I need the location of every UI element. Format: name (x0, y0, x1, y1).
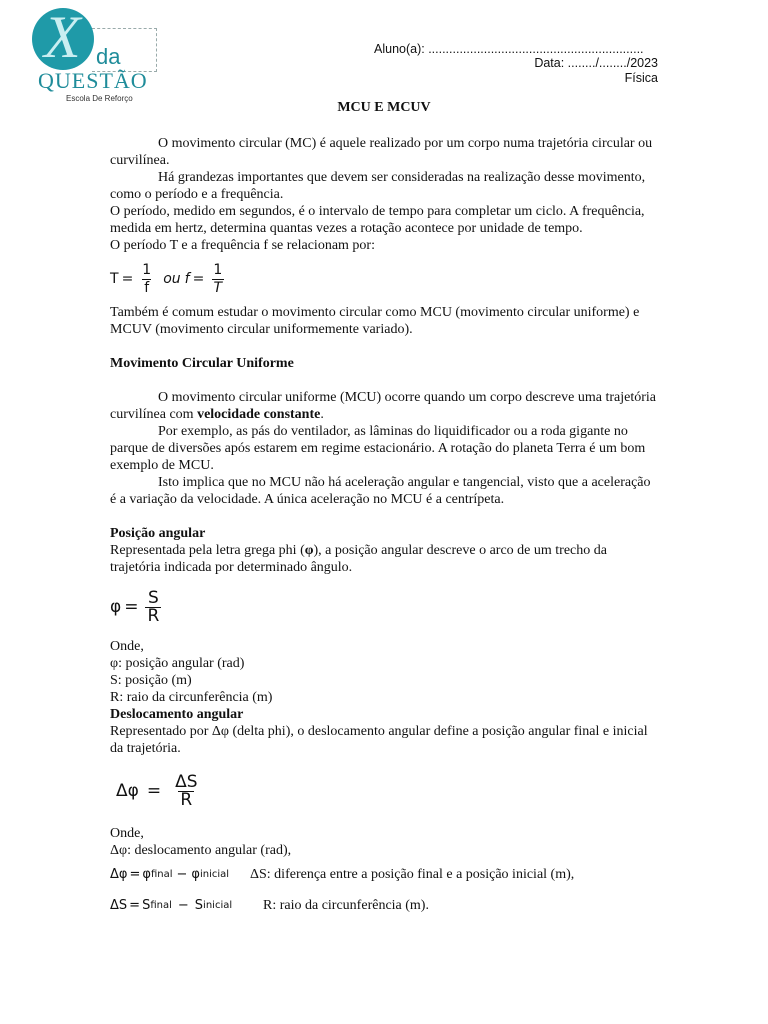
subject-label: Física (624, 71, 658, 85)
mcu-paragraph-1: O movimento circular uniforme (MCU) ocorre quando um corpo descreve uma trajetória curvilínea com velocidade constante. (110, 390, 656, 422)
formula-equals-2: = (192, 270, 205, 287)
posicao-formula (110, 576, 660, 638)
mcu-paragraph-3: Isto implica que no MCU não há aceleração angular e tangencial, visto que a aceleração é a variação da velocidade. A única aceleração no MCU é a centrípeta. (110, 475, 651, 507)
logo-letter: X (44, 4, 81, 70)
school-logo (30, 6, 150, 106)
formula-fraction-3 (145, 587, 161, 626)
logo-subtitle: Escola De Reforço (66, 94, 133, 103)
intro-paragraph-4: O período T e a frequência f se relacionam por: (110, 238, 375, 253)
delta-s-equation: ΔS = S final − S inicial (110, 897, 233, 913)
posicao-def-2: S: posição (m) (110, 673, 192, 688)
deslocamento-onde: Onde, (110, 826, 144, 841)
formula-equals: = (121, 270, 134, 287)
formula-denominator: f (144, 279, 150, 296)
formula-ou: ou (163, 270, 181, 287)
document-body (110, 135, 660, 921)
formula-T: T (110, 270, 119, 287)
posicao-def-1: φ: posição angular (rad) (110, 656, 245, 671)
deslocamento-def-2: ΔS: diferença entre a posição final e a posição inicial (m), (250, 866, 575, 882)
formula-dphi: Δφ (116, 780, 139, 801)
mcu-paragraph-2: Por exemplo, as pás do ventilador, as lâminas do liquidificador ou a roda gigante no parque de diversões após estarem em regime estacionário. A rotação do planeta Terra é um bom exemplo de MCU. (110, 424, 646, 473)
intro-paragraph-3: O período, medido em segundos, é o intervalo de tempo para completar um ciclo. A frequência, medida em hertz, determina quantas vezes a rotação acontece por unidade de tempo. (110, 204, 645, 236)
deslocamento-row-2 (110, 889, 660, 921)
formula-numerator-2: 1 (213, 261, 223, 278)
posicao-onde: Onde, (110, 639, 144, 654)
deslocamento-paragraph: Representado por Δφ (delta phi), o deslocamento angular define a posição angular final e inicial da trajetória. (110, 724, 648, 756)
student-field: Aluno(a): .............................................................. (374, 42, 644, 56)
formula-S: S (147, 587, 159, 608)
deslocamento-heading: Deslocamento angular (110, 707, 244, 722)
formula-denominator-2: T (213, 279, 223, 296)
document-title: MCU E MCUV (337, 100, 431, 115)
formula-fraction-1 (140, 262, 153, 297)
formula-f: f (184, 270, 190, 287)
formula-equals-4: = (146, 780, 162, 801)
posicao-def-3: R: raio da circunferência (m) (110, 690, 273, 705)
deslocamento-def-1: Δφ: deslocamento angular (rad), (110, 843, 292, 858)
deslocamento-formula (110, 757, 660, 825)
intro-paragraph-2: Há grandezas importantes que devem ser consideradas na realização desse movimento, como o período e a frequência. (110, 170, 646, 202)
deslocamento-row-1 (110, 859, 660, 889)
date-field: Data: ......../......../2023 (534, 56, 658, 70)
period-frequency-formula (110, 254, 660, 304)
logo-da: da (96, 44, 121, 69)
phi-symbol: φ (304, 543, 314, 558)
posicao-heading: Posição angular (110, 526, 206, 541)
delta-phi-equation: Δφ = φ final − φ inicial (110, 866, 230, 882)
velocidade-constante: velocidade constante (197, 407, 321, 422)
mcu-heading: Movimento Circular Uniforme (110, 356, 294, 371)
formula-numerator: 1 (142, 261, 152, 278)
formula-dS: ΔS (175, 771, 198, 792)
formula-fraction-4 (173, 771, 199, 810)
formula-R-2: R (180, 789, 193, 810)
formula-fraction-2 (211, 262, 224, 297)
formula-R: R (147, 605, 160, 626)
deslocamento-def-3: R: raio da circunferência (m). (263, 897, 429, 913)
formula-phi: φ (110, 596, 122, 617)
logo-name: QUESTÃO (38, 68, 148, 93)
formula-equals-3: = (124, 596, 139, 617)
intro-paragraph-5: Também é comum estudar o movimento circular como MCU (movimento circular uniforme) e MCUV (movimento circular uniformemente variado). (110, 305, 640, 337)
intro-paragraph-1: O movimento circular (MC) é aquele realizado por um corpo numa trajetória circular ou curvilínea. (110, 136, 653, 168)
posicao-paragraph: Representada pela letra grega phi (φ), a posição angular descreve o arco de um trecho da trajetória indicada por determinado ângulo. (110, 543, 607, 575)
